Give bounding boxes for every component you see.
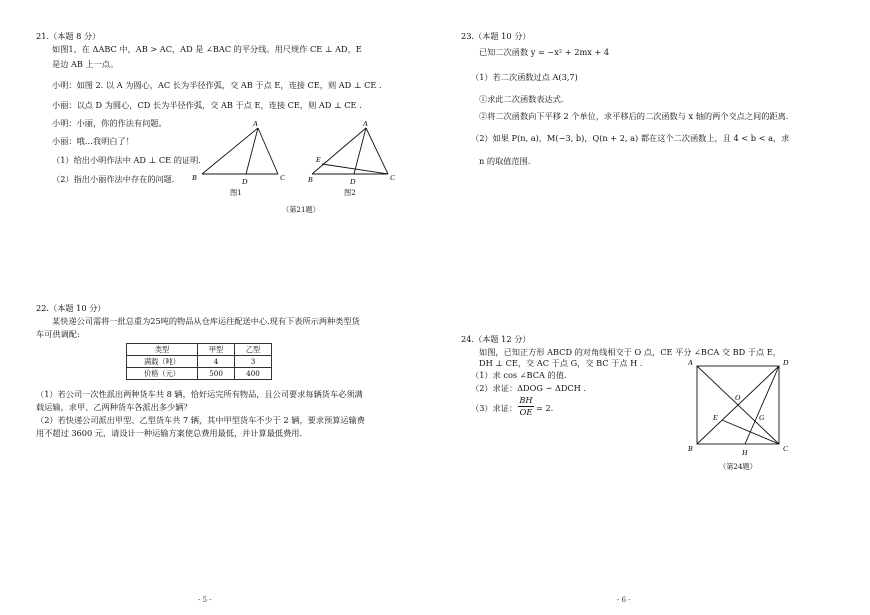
q23-stem: 已知二次函数 y = −x² + 2mx + 4 [479,47,610,57]
table-header-row [127,344,272,356]
fig2-label-c: C [390,173,396,182]
q24-caption: （第24题） [719,462,757,471]
q21-part2: （2）指出小丽作法中存在的问题. [52,174,175,184]
fig2-label-b: B [308,175,313,184]
fraction-numerator: BH [519,395,533,405]
q21-xiaoli-2: 小丽：哦…我明白了！ [52,136,134,146]
fig1-label-c: C [280,173,286,182]
fig1-label-b: B [192,173,197,182]
q23-part2-line2: n 的取值范围. [479,156,531,166]
q21-header: 21.（本题 8 分） [36,31,101,41]
q21-stem-line1: 如图1，在 ΔABC 中，AB > AC，AD 是 ∠BAC 的平分线。用尺规作 CE ⊥ AD，E [52,44,362,54]
fig24-label-c: C [783,444,789,453]
table-cell: 400 [235,368,272,380]
q24-stem-line2: DH ⊥ CE，交 AC 于点 G，交 BC 于点 H . [479,358,643,368]
table-header-cell: 甲型 [198,344,235,356]
table-cell: 满载（吨） [127,356,198,368]
q21-figure-1 [190,118,295,190]
table-row [127,356,272,368]
fig24-label-a: A [688,358,693,367]
table-header-cell: 类型 [127,344,198,356]
q21-xiaoming-2: 小明：小丽，你的作法有问题。 [52,118,167,128]
page-number-left: - 5 - [198,596,212,604]
fraction-denominator: OE [519,407,533,417]
q21-stem-line2: 是边 AB 上一点。 [52,59,119,69]
q24-part1: （1）求 cos ∠BCA 的值. [471,370,567,380]
q22-part2-line1: （2）若快递公司派出甲型、乙型货车共 7 辆，其中甲型货车不少于 2 辆，要求预算运输费 [36,415,365,425]
fig24-label-e: E [713,413,718,422]
fig24-label-b: B [688,444,693,453]
table-cell: 3 [235,356,272,368]
q22-stem-line2: 车可供调配: [36,329,80,339]
q21-part1: （1）给出小明作法中 AD ⊥ CE 的证明. [52,155,201,165]
fig2-label-e: E [316,155,321,164]
q24-figure [687,356,795,460]
fig2-label-d: D [350,177,356,186]
q23-sub2: ②将二次函数向下平移 2 个单位，求平移后的二次函数与 x 轴的两个交点之间的距离. [479,111,789,121]
q22-truck-table [126,343,272,380]
table-cell: 4 [198,356,235,368]
q23-part2-line1: （2）如果 P(n, a)，M(−3, b)，Q(n + 2, a) 都在这个二次函数上，且 4 < b < a，求 [471,133,790,143]
right-page [435,0,870,615]
q21-figure-2 [308,118,408,190]
q22-header: 22.（本题 10 分） [36,303,106,313]
fig24-label-g: G [759,413,765,422]
q24-part3-suffix: = 2. [536,403,554,413]
fig2-label-a: A [363,119,368,128]
q24-header: 24.（本题 12 分） [461,334,531,344]
table-cell: 价格（元） [127,368,198,380]
q22-stem-line1: 某快递公司需将一批总重为25吨的物品从仓库运往配送中心.现有下表所示两种类型货 [52,316,360,326]
page-number-right: - 6 - [617,596,631,604]
q24-stem-line1: 如图，已知正方形 ABCD 的对角线相交于 O 点，CE 平分 ∠BCA 交 BD 于点 E， [479,347,781,357]
fig24-label-d: D [783,358,789,367]
q22-part1-line2: 载运输，求甲、乙两种货车各派出多少辆？ [36,402,192,412]
q21-fig2-caption: 图2 [344,188,356,197]
fig1-label-d: D [242,177,248,186]
fig1-label-a: A [253,119,258,128]
table-cell: 500 [198,368,235,380]
q21-xiaoming-1: 小明：如图 2. 以 A 为圆心，AC 长为半径作弧，交 AB 于点 E，连接 CE，则 AD ⊥ CE . [52,80,382,90]
q23-part1: （1）若二次函数过点 A(3,7) [471,72,578,82]
q21-fig1-caption: 图1 [230,188,242,197]
fig24-label-o: O [735,393,741,402]
table-header-cell: 乙型 [235,344,272,356]
q24-part2: （2）求证：ΔDOG ∽ ΔDCH . [471,383,587,393]
q22-part1-line1: （1）若公司一次性派出两种货车共 8 辆，恰好运完所有物品，且公司要求每辆货车必须满 [36,389,363,399]
q21-xiaoli-1: 小丽：以点 D 为圆心，CD 长为半径作弧，交 AB 于点 E，连接 CE，则 AD ⊥ CE . [52,100,362,110]
q24-part3-prefix: （3）求证： [471,403,518,413]
q21-caption: （第21题） [282,205,320,214]
table-row [127,368,272,380]
fig24-label-h: H [742,448,748,457]
q22-part2-line2: 用不超过 3600 元，请设计一种运输方案使总费用最低，并计算最低费用. [36,428,303,438]
q23-sub1: ①求此二次函数表达式. [479,94,564,104]
q23-header: 23.（本题 10 分） [461,31,531,41]
q24-fraction [518,395,534,418]
